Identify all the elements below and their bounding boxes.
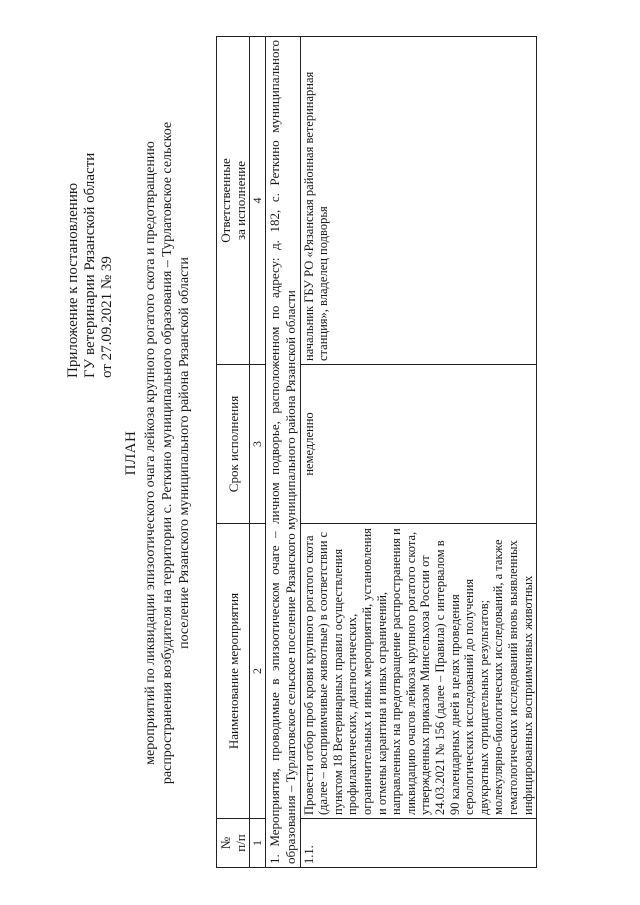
row-num: 1.1. [300,818,537,867]
column-number: 3 [250,364,266,523]
row-name: Провести отбор проб крови крупного рогатого скота (далее – восприимчивые животные) в соответствии с пунктом 18 Ветеринарных правил осуществления профилактических, диагностических, ограничительных и иных мероприятий, установления и отмены карантина и иных ограничений, направленных на предотвращение распространения и ликвидацию очагов лейкоза крупного рогатого скота, утвержденных приказом Минсельхоза России от 24.03.2021 № 156 (далее – Правила) с интервалом в 90 календарных дней в целях проведения серологических исследований до получения двукратных отрицательных результатов; молекулярно-биологических исследований, а также гематологических исследований вновь выявленных инфицированных восприимчивых животных [300,523,537,818]
plan-subtitle-line: поселение Рязанского муниципального района Рязанской области [177,256,192,649]
row-responsible: начальник ГБУ РО «Рязанская районная ветеринарная станция», владелец подворья [300,36,537,364]
plan-subtitle-line: распространения возбудителя на территории с. Реткино муниципального образования – Турлатовское сельское [160,121,175,784]
table-row [300,36,537,867]
table-header-row [217,36,250,867]
header-num: № п/п [217,818,250,867]
header-responsible: Ответственные за исполнение [217,36,250,364]
plan-subtitle [142,53,193,853]
appendix-line: Приложение к постановлению [65,182,81,378]
column-number: 2 [250,523,266,818]
column-number-row [250,36,266,867]
appendix-line: ГУ ветеринарии Рязанской области [82,152,98,378]
column-number: 4 [250,36,266,364]
plan-table [216,36,537,868]
column-number: 1 [250,818,266,867]
appendix-line: от 27.09.2021 № 39 [99,255,115,378]
appendix-block [65,152,116,377]
header-term: Срок исполнения [217,364,250,523]
section-row [265,36,300,867]
plan-subtitle-line: мероприятий по ликвидации эпизоотического очага лейкоза крупного рогатого скота и предотвращению [143,140,158,765]
plan-heading: ПЛАН [123,430,139,475]
section-1-title: 1. Мероприятия, проводимые в эпизоотическом очаге – личном подворье, расположенном по адресу: д. 182, с. Реткино муниципального образования – Турлатовское сельское поселение Рязанского муниципального района Рязанской области [265,36,300,867]
row-term: немедленно [300,364,537,523]
header-name: Наименование мероприятия [217,523,250,818]
document-page [20,13,620,893]
